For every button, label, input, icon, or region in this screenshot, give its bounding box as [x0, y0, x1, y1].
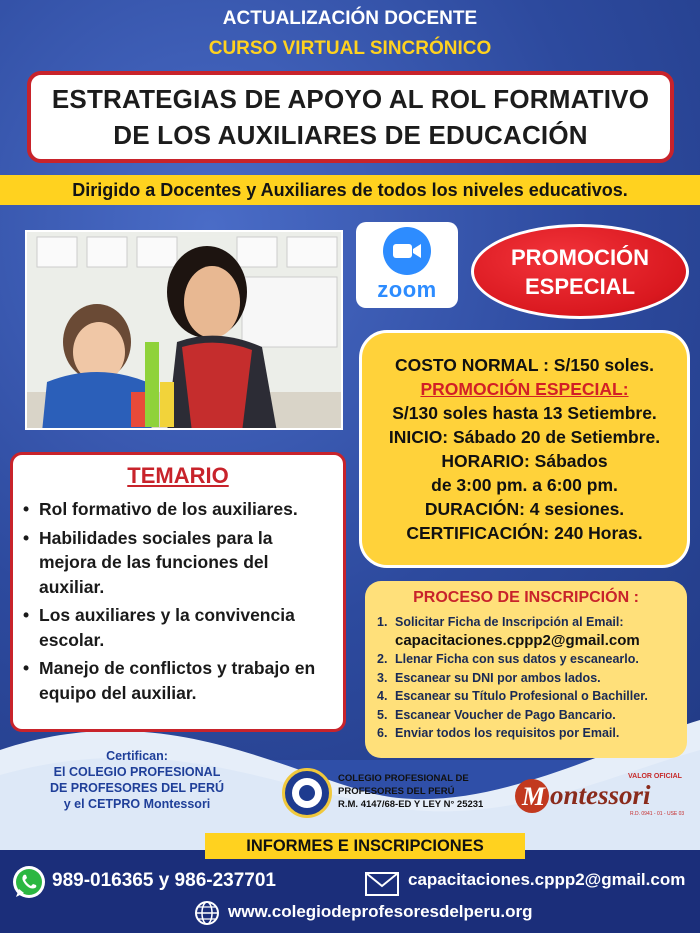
course-title-line2: DE LOS AUXILIARES DE EDUCACIÓN [113, 120, 588, 150]
whatsapp-icon [10, 863, 48, 901]
teacher-child-photo [25, 230, 343, 430]
course-title-box [27, 71, 674, 163]
schedule-day: HORARIO: Sábados [441, 451, 608, 471]
colegio-name: COLEGIO PROFESIONAL DE PROFESORES DEL PERÚ R.M. 4147/68-ED Y LEY N° 25231 [338, 773, 484, 810]
cost-normal: COSTO NORMAL : S/150 soles. [394, 355, 654, 375]
schedule-hours: de 3:00 pm. a 6:00 pm. [431, 475, 618, 495]
zoom-logo [356, 222, 458, 308]
promo-badge-line1: PROMOCIÓN [510, 244, 650, 270]
colegio-seal-logo [282, 768, 332, 818]
zoom-camera-icon [383, 227, 431, 275]
temario-item: • Manejo de conflictos y trabajo en equipo del auxiliar. [23, 656, 333, 705]
contact-email[interactable]: capacitaciones.cppp2@gmail.com [408, 870, 686, 889]
registration-step: 5. Escanear Voucher de Pago Bancario. [377, 707, 616, 722]
registration-email[interactable]: capacitaciones.cppp2@gmail.com [395, 631, 640, 649]
promo-price: S/130 soles hasta 13 Setiembre. [392, 403, 657, 423]
temario-item: • Habilidades sociales para la mejora de las funciones del auxiliar. [23, 526, 333, 600]
montessori-small-label: R.D. 0941 - 01 - USE 03 [630, 811, 685, 817]
header-line2: CURSO VIRTUAL SINCRÓNICO [208, 38, 492, 59]
certifiers-text: Certifican: El COLEGIO PROFESIONAL DE PROFESORES DEL PERÚ y el CETPRO Montessori [49, 749, 225, 811]
registration-step [377, 632, 675, 651]
registration-steps [377, 613, 675, 743]
promo-label: PROMOCIÓN ESPECIAL: [420, 379, 629, 399]
globe-icon [194, 900, 220, 926]
mail-icon [365, 872, 399, 896]
temario-box [10, 452, 346, 732]
contact-phones[interactable]: 989-016365 y 986-237701 [52, 870, 276, 891]
registration-process-box [365, 581, 687, 758]
svg-text:M: M [522, 782, 546, 811]
montessori-logo [510, 768, 688, 818]
website-link[interactable]: www.colegiodeprofesoresdelperu.org [228, 902, 533, 921]
registration-step: 6. Enviar todos los requisitos por Email. [377, 726, 620, 740]
registration-step: 1. Solicitar Ficha de Inscripción al Email: [377, 615, 624, 629]
temario-item: • Rol formativo de los auxiliares. [23, 497, 333, 522]
course-title-line1: ESTRATEGIAS DE APOYO AL ROL FORMATIVO [51, 84, 650, 114]
course-info-box [359, 330, 690, 568]
header-line1: ACTUALIZACIÓN DOCENTE [222, 8, 478, 29]
duration: DURACIÓN: 4 sesiones. [424, 499, 625, 519]
registration-step: 2. Llenar Ficha con sus datos y escanearlo. [377, 652, 639, 666]
temario-item: • Los auxiliares y la convivencia escolar. [23, 603, 333, 652]
promo-badge-line2: ESPECIAL [524, 273, 636, 299]
certification-hours: CERTIFICACIÓN: 240 Horas. [406, 523, 643, 543]
audience-banner: Dirigido a Docentes y Auxiliares de todos los niveles educativos. [0, 175, 700, 205]
promo-badge [471, 224, 689, 319]
registration-step: 4. Escanear su Título Profesional o Bachiller. [377, 689, 648, 703]
temario-title: TEMARIO [127, 463, 229, 488]
registration-step: 3. Escanear su DNI por ambos lados. [377, 670, 601, 685]
zoom-label: zoom [377, 277, 437, 302]
registration-process-title: PROCESO DE INSCRIPCIÓN : [413, 589, 639, 606]
informes-banner: INFORMES E INSCRIPCIONES [205, 833, 525, 859]
montessori-top-label: VALOR OFICIAL [628, 773, 682, 780]
svg-text:ontessori: ontessori [550, 780, 651, 810]
start-date: INICIO: Sábado 20 de Setiembre. [388, 427, 661, 447]
temario-list [23, 497, 333, 705]
